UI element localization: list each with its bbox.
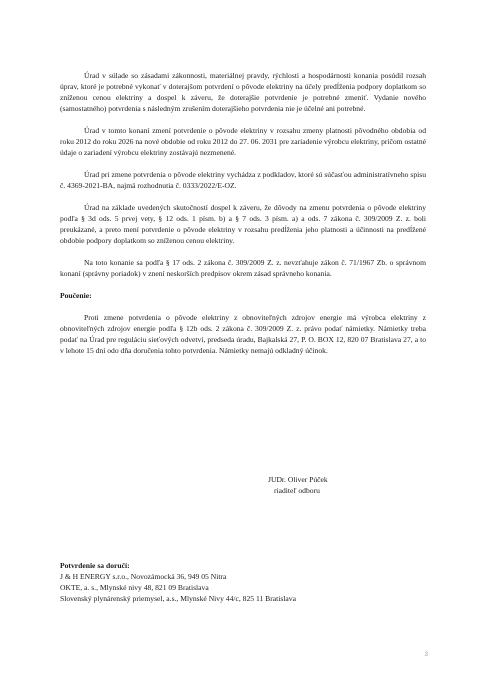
poucenie-heading: Poučenie:	[60, 291, 92, 300]
paragraph-validity-change: Úrad v tomto konaní zmení potvrdenie o pôvode elektriny v rozsahu zmeny platnosti pôvodného obdobia od roku 2012 do roku 2026 na nové obdobie od roku 2012 do 27. 06. 2031 pre zariadenie výrobcu elektriny, pričom ostatné údaje o zariadení výrobcu elektriny zostávajú nezmenené.	[60, 126, 426, 157]
signatory-role: riaditeľ odboru	[274, 486, 320, 495]
signatory-name: JUDr. Oliver Púček	[268, 475, 328, 484]
page-number: 3	[424, 652, 428, 658]
paragraph-conclusion: Úrad na základe uvedených skutočností dospel k záveru, že dôvody na zmenu potvrdenia o pôvode elektriny podľa § 3d ods. 5 prvej vety, § 12 ods. 1 písm. b) a § 7 ods. 3 písm. a) a ods. 7 zákona č. 309/2009 Z. z. boli preukázané, a preto mení potvrdenie o pôvode elektriny v rozsahu predĺženia jeho platnosti a účinnosti na predĺžené obdobie podpory doplatkom so zníženou cenou elektriny.	[60, 203, 426, 245]
paragraph-sources: Úrad pri zmene potvrdenia o pôvode elektriny vychádza z podkladov, ktoré sú súčasťou administratívneho spisu č. 4369-2021-BA, najmä rozhodnutia č. 0333/2022/E-OZ.	[60, 170, 426, 190]
paragraph-scope: Úrad v súlade so zásadami zákonnosti, materiálnej pravdy, rýchlosti a hospodárnosti konania posúdil rozsah úprav, ktoré je potrebné vykonať v doterajšom potvrdení o pôvode elektriny na účely predĺženia podpory doplatkom so zníženou cenou elektriny a dospel k záveru, že doterajšie potvrdenie je potrebné zmeniť. Vydanie nového (samostatného) potvrdenia s následným zrušením doterajšieho potvrdenia nie je účelné ani potrebné.	[60, 71, 426, 113]
delivery-block	[60, 560, 426, 604]
signature-block	[268, 474, 328, 496]
delivery-recipient: J & H ENERGY s.r.o., Novozámocká 36, 949 05 Nitra	[60, 572, 227, 581]
delivery-heading: Potvrdenie sa doručí:	[60, 561, 130, 570]
paragraph-procedure: Na toto konanie sa podľa § 17 ods. 2 zákona č. 309/2009 Z. z. nevzťahuje zákon č. 71/1967 Zb. o správnom konaní (správny poriadok) v znení neskorších predpisov okrem zásad správneho konania.	[60, 258, 426, 278]
delivery-recipient: OKTE, a. s., Mlynské nivy 48, 821 09 Bratislava	[60, 583, 209, 592]
delivery-recipient: Slovenský plynárenský priemysel, a.s., Mlynské Nivy 44/c, 825 11 Bratislava	[60, 594, 296, 603]
poucenie-text: Proti zmene potvrdenia o pôvode elektriny z obnoviteľných zdrojov energie má výrobca elektriny z obnoviteľných zdrojov energie podľa § 12b ods. 2 zákona č. 309/2009 Z. z. právo podať námietky. Námietky treba podať na Úrad pre reguláciu sieťových odvetví, predseda úradu, Bajkalská 27, P. O. BOX 12, 820 07 Bratislava 27, a to v lehote 15 dní odo dňa doručenia tohto potvrdenia. Námietky nemajú odkladný účinok.	[60, 313, 426, 355]
document-body	[60, 70, 426, 356]
